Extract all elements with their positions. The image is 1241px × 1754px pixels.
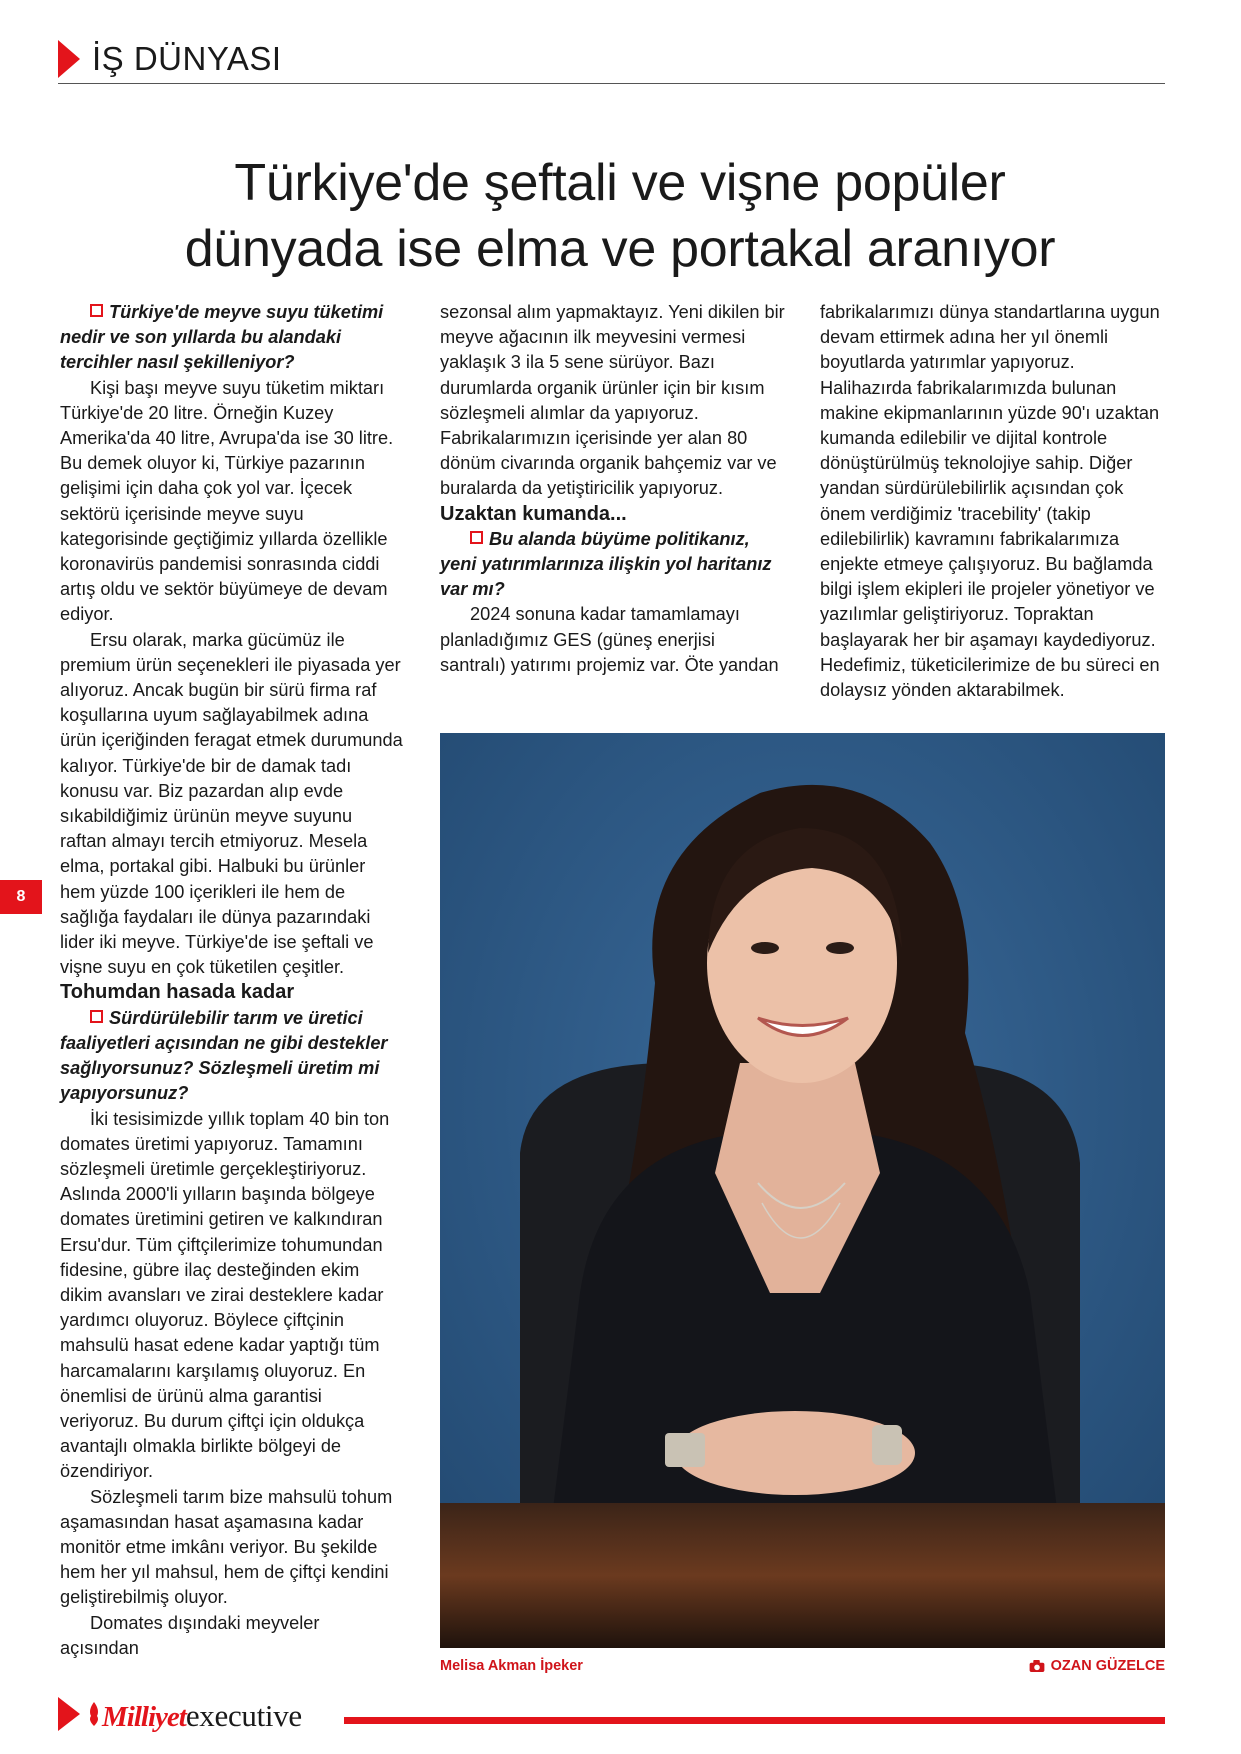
- photo-credit: [1029, 1658, 1165, 1674]
- subheading: Tohumdan hasada kadar: [60, 981, 295, 1004]
- section-title: İŞ DÜNYASI: [92, 40, 282, 77]
- flame-icon: [88, 1702, 100, 1726]
- article-column-1: [60, 300, 403, 1661]
- paragraph: İki tesisimizde yıllık toplam 40 bin ton domates üretimi yapıyoruz. Tamamını sözleşmeli üretimle gerçekleştiriyoruz. Aslında 2000'li yılların başında bölgeye domates üretimini getiren ve kalkındıran Ersu'dur. Tüm çiftçilerimize tohumundan fidesine, gübre ilaç desteğinden ekim dikim avansları ve zirai desteklere kadar yardımcı oluyoruz. Böylece çiftçinin mahsulü hasat edene kadar yaptığı tüm harcamalarını karşılamış oluyoruz. En önemlisi de ürünü alma garantisi veriyoruz. Bu durum çiftçi için oldukça avantajlı olmakla birlikte bölgeyi de özendiriyor.: [60, 1108, 390, 1482]
- page-number: 8: [0, 880, 42, 914]
- logo-milliyet: Milliyet: [102, 1701, 186, 1733]
- question-text: Sürdürülebilir tarım ve üretici faaliyetleri açısından ne gibi destekler sağlıyorsunuz? Sözleşmeli üretim mi yapıyorsunuz?: [60, 1007, 388, 1104]
- paragraph: Kişi başı meyve suyu tüketim miktarı Türkiye'de 20 litre. Örneğin Kuzey Amerika'da 40 litre, Avrupa'da ise 30 litre. Bu demek oluyor ki, Türkiye pazarının gelişimi için daha çok yol var. İçecek sektörü içerisinde meyve suyu kategorisinde geçtiğimiz yıllarda özellikle koronavirüs pandemisi sonrasında ciddi artış oldu ve sektör büyümeye de devam ediyor.: [60, 377, 394, 625]
- logo-executive: executive: [185, 1698, 302, 1733]
- photo-caption: Melisa Akman İpeker: [440, 1658, 583, 1674]
- portrait-photo: [440, 733, 1165, 1648]
- question: [60, 1006, 403, 1107]
- headline-line-1: Türkiye'de şeftali ve vişne popüler: [234, 154, 1006, 212]
- question-box-icon: [90, 1010, 103, 1023]
- footer-bar: [344, 1717, 1165, 1724]
- footer-marker-icon: [58, 1697, 80, 1731]
- paragraph: fabrikalarımızı dünya standartlarına uygun devam ettirmek adına her yıl önemli boyutlarda yatırımlar yapıyoruz. Halihazırda fabrikalarımızda bulunan makine ekipmanlarının yüzde 90'ı uzaktan kumanda edilebilir ve dijital kontrole dönüştürülmüş teknolojiye sahip. Diğer yandan sürdürülebilirlik açısından çok önem verdiğimiz 'tracebility' (takip edilebilirlik) kavramını fabrikalarımıza enjekte etmeye çalışıyoruz. Bu bağlamda bilgi işlem ekipleri ile projeler yönetiyor ve yazılımlar geliştiriyoruz. Topraktan başlayarak her bir aşamayı kaydediyoruz. Hedefimiz, tüketicilerimize de bu süreci en dolaysız yönden aktarabilmek.: [820, 302, 1160, 701]
- question-box-icon: [470, 531, 483, 544]
- paragraph: sezonsal alım yapmaktayız. Yeni dikilen bir meyve ağacının ilk meyvesini vermesi yaklaşık 3 ila 5 sene sürüyor. Bazı durumlarda organik ürünler için bir kısım sözleşmeli alımlar da yapıyoruz. Fabrikalarımızın içerisinde yer alan 80 dönüm civarında organik bahçemiz var ve buralarda da yetiştiricilik yapıyoruz.: [440, 302, 785, 499]
- question: [60, 300, 403, 376]
- milliyet-executive-logo: [88, 1698, 302, 1734]
- question: [440, 527, 785, 603]
- article-headline: [100, 150, 1140, 282]
- camera-icon: [1029, 1660, 1045, 1672]
- question-text: Bu alanda büyüme politikanız, yeni yatırımlarınıza ilişkin yol haritanız var mı?: [440, 528, 772, 600]
- article-column-2: [440, 300, 785, 678]
- paragraph: Sözleşmeli tarım bize mahsulü tohum aşamasından hasat aşamasına kadar monitör etme imkânı veriyor. Bu şekilde hem her yıl mahsul, hem de çiftçi kendini geliştirebilmiş oluyor.: [60, 1486, 393, 1608]
- photo-credit-text: OZAN GÜZELCE: [1050, 1658, 1165, 1674]
- section-marker-icon: [58, 40, 80, 78]
- paragraph: 2024 sonuna kadar tamamlamayı planladığımız GES (güneş enerjisi santralı) yatırımı projemiz var. Öte yandan: [440, 604, 779, 675]
- headline-line-2: dünyada ise elma ve portakal aranıyor: [184, 220, 1056, 278]
- question-box-icon: [90, 304, 103, 317]
- subheading: Uzaktan kumanda...: [440, 502, 627, 525]
- header-divider: [58, 83, 1165, 84]
- portrait-illustration: [440, 733, 1165, 1648]
- paragraph: Domates dışındaki meyveler açısından: [60, 1612, 320, 1658]
- article-column-3: [820, 300, 1165, 703]
- paragraph: Ersu olarak, marka gücümüz ile premium ürün seçenekleri ile piyasada yer alıyoruz. Ancak bugün bir sürü firma raf koşullarına uyum sağlayabilmek adına ürün içeriğinden feragat etmek durumunda kalıyor. Türkiye'de bir de damak tadı konusu var. Biz pazardan alıp evde sıkabildiğimiz ürünün meyve suyunu raftan almayı tercih etmiyoruz. Mesela elma, portakal gibi. Halbuki bu ürünler hem yüzde 100 içerikleri ile hem de sağlığa faydaları ile dünya pazarındaki lider iki meyve. Türkiye'de ise şeftali ve vişne suyu en çok tüketilen çeşitler.: [60, 629, 403, 978]
- question-text: Türkiye'de meyve suyu tüketimi nedir ve son yıllarda bu alandaki tercihler nasıl şekilleniyor?: [60, 302, 384, 373]
